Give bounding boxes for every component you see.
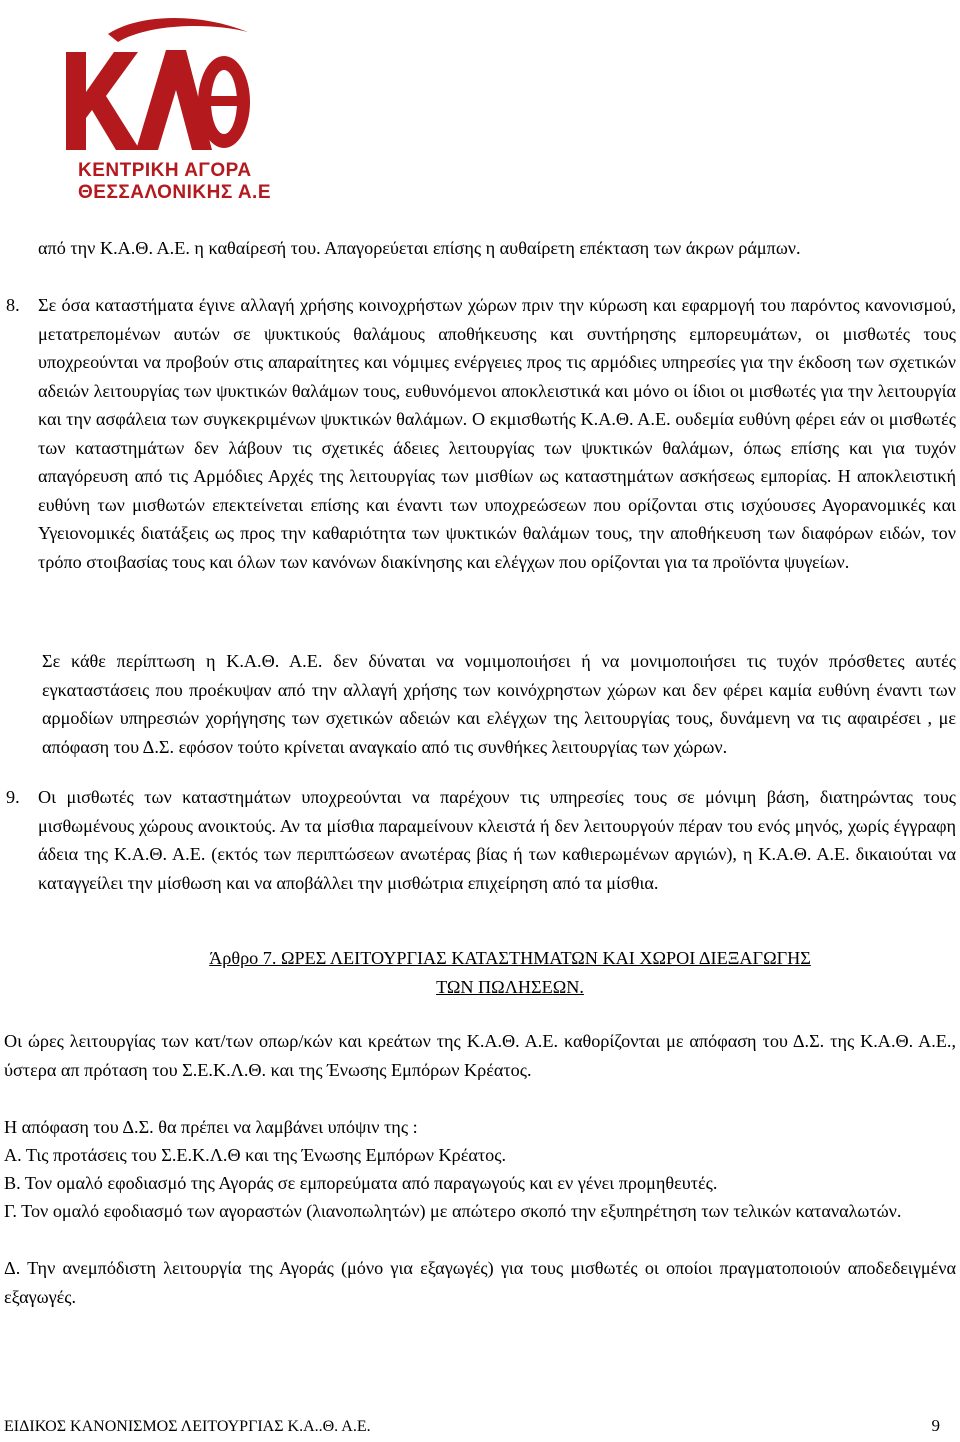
article-7-intro: Οι ώρες λειτουργίας των κατ/των οπωρ/κών και κρεάτων της Κ.Α.Θ. Α.Ε. καθορίζονται με απόφαση του Δ.Σ. της Κ.Α.Θ. Α.Ε., ύστερα απ πρόταση του Σ.Ε.Κ.Λ.Θ. και της Ένωσης Εμπόρων Κρέατος.	[4, 1031, 956, 1080]
paragraph-ramps: από την Κ.Α.Θ. Α.Ε. η καθαίρεσή του. Απαγορεύεται επίσης η αυθαίρετη επέκταση των άκρων ράμπων.	[38, 238, 801, 258]
kath-logo-mark	[48, 12, 258, 162]
item-9-number: 9.	[6, 787, 20, 807]
article-7-point-a: Α. Τις προτάσεις του Σ.Ε.Κ.Λ.Θ και της Ένωσης Εμπόρων Κρέατος.	[4, 1145, 507, 1165]
article-7-point-b: Β. Τον ομαλό εφοδιασμό της Αγοράς σε εμπορεύματα από παραγωγούς και εν γένει προμηθευτές.	[4, 1173, 718, 1193]
logo-line-2: ΘΕΣΣΑΛΟΝΙΚΗΣ Α.Ε	[78, 182, 272, 203]
article-7-lead: Η απόφαση του Δ.Σ. θα πρέπει να λαμβάνει υπόψιν της :	[4, 1117, 418, 1137]
item-8-text: Σε όσα καταστήματα έγινε αλλαγή χρήσης κοινοχρήστων χώρων πριν την κύρωση και εφαρμογή του παρόντος κανονισμού, μετατρεπομένων αυτών σε ψυκτικούς θαλάμους αποθήκευσης και συντήρησης εμπορευμάτων, οι μισθωτές τους υποχρεούνται να προβούν στις απαραίτητες και νόμιμες ενέργειες προς τις αρμόδιες υπηρεσίες για την έκδοση των σχετικών αδειών λειτουργίας των ψυκτικών θαλάμων τους, ευθυνόμενοι αποκλειστικά και μόνο οι ίδιοι οι μισθωτές για την λειτουργία και την ασφάλεια των συγκεκριμένων ψυκτικών θαλάμων. Ο εκμισθωτής Κ.Α.Θ. Α.Ε. ουδεμία ευθύνη φέρει εάν οι μισθωτές των καταστημάτων δεν λάβουν τις σχετικές άδειες λειτουργίας των ψυκτικών θαλάμων, όπως επίσης και για τυχόν απαγόρευση από τις Αρμόδιες Αρχές της λειτουργίας των μισθίων ως καταστημάτων ασκήσεως εμπορίας. Η αποκλειστική ευθύνη των μισθωτών επεκτείνεται επίσης και έναντι των υποχρεώσεων που ορίζονται στις ισχύουσες Αγορανομικές και Υγειονομικές διατάξεις ως προς την καθαριότητα των ψυκτικών θαλάμων τους, την αποθήκευση των διαφόρων ειδών, τον τρόπο στοιβασίας τους και όλων των κανόνων διακίνησης και ελέγχων που ορίζονται για τα προϊόντα ψυγείων.	[38, 295, 956, 572]
article-7-point-d: Δ. Την ανεμπόδιστη λειτουργία της Αγοράς (μόνο για εξαγωγές) για τους μισθωτές οι οποίοι πραγματοποιούν αποδεδειγμένα εξαγωγές.	[4, 1258, 956, 1307]
logo-line-1: ΚΕΝΤΡΙΚΗ ΑΓΟΡΑ	[78, 160, 252, 181]
kath-logo	[48, 12, 272, 203]
item-8-number: 8.	[6, 295, 20, 315]
item-9-text: Οι μισθωτές των καταστημάτων υποχρεούνται να παρέχουν τις υπηρεσίες τους σε μόνιμη βάση, διατηρώντας τους μισθωμένους χώρους ανοικτούς. Αν τα μίσθια παραμείνουν κλειστά ή δεν λειτουργούν πέραν του ενός μηνός, χωρίς έγγραφη άδεια της Κ.Α.Θ. Α.Ε. (εκτός των περιπτώσεων ανωτέρας βίας ή των καθιερωμένων αργιών), η Κ.Α.Θ. Α.Ε. δικαιούται να καταγγείλει την μίσθωση και να αποβάλλει την μισθώτρια επιχείρηση από τα μίσθια.	[38, 787, 956, 893]
footer-title: ΕΙΔΙΚΟΣ ΚΑΝΟΝΙΣΜΟΣ ΛΕΙΤΟΥΡΓΙΑΣ Κ.Α..Θ. Α.Ε.	[4, 1418, 371, 1435]
article-7-heading	[0, 944, 960, 1001]
article-7-title-line-2: ΤΩΝ ΠΩΛΗΣΕΩΝ.	[436, 976, 584, 997]
item-8-indent-text: Σε κάθε περίπτωση η Κ.Α.Θ. Α.Ε. δεν δύναται να νομιμοποιήσει ή να μονιμοποιήσει τις τυχόν πρόσθετες αυτές εγκαταστάσεις που προέκυψαν από την αλλαγή χρήσης των κοινόχρηστων χώρων και δεν φέρει καμία ευθύνη έναντι των αρμοδίων υπηρεσιών χορήγησης των σχετικών αδειών και ελέγχων της λειτουργίας τους, δυνάμενη να τις αφαιρέσει , με απόφαση του Δ.Σ. εφόσον τούτο κρίνεται αναγκαίο από τις συνθήκες λειτουργίας των χώρων.	[42, 651, 956, 757]
page-number: 9	[931, 1416, 940, 1435]
article-7-title-line-1: Άρθρο 7. ΩΡΕΣ ΛΕΙΤΟΥΡΓΙΑΣ ΚΑΤΑΣΤΗΜΑΤΩΝ ΚΑΙ ΧΩΡΟΙ ΔΙΕΞΑΓΩΓΗΣ	[209, 948, 811, 968]
article-7-point-c: Γ. Τον ομαλό εφοδιασμό των αγοραστών (λιανοπωλητών) με απώτερο σκοπό την εξυπηρέτηση των τελικών καταναλωτών.	[4, 1201, 902, 1221]
